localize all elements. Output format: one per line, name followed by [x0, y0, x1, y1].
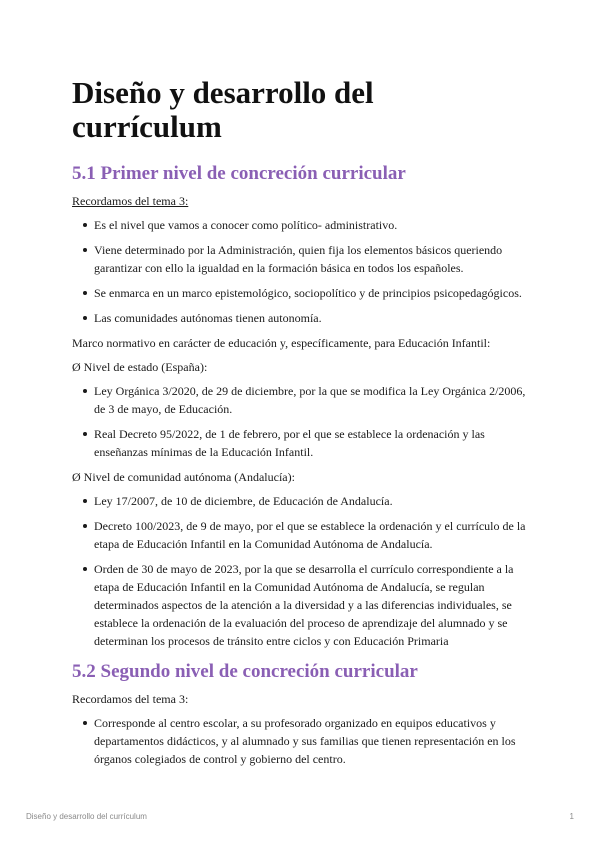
normative-intro: Marco normativo en carácter de educación y, específicamente, para Educación Infantil:: [72, 336, 491, 350]
footer-title: Diseño y desarrollo del currículum: [26, 812, 147, 821]
list-item: Orden de 30 de mayo de 2023, por la que se desarrolla el currículo correspondiente a la etapa de Educación Infantil en la Comunidad Autónoma de Andalucía, se regulan determinados aspectos de la atención a la diversidad y a las diferencias individuales, se establece la ordenación de la evaluación del proceso de aprendizaje del alumnado y se determinan los procesos de tránsito entre ciclos y con Educación Primaria: [94, 560, 528, 650]
section-heading: 5.2 Segundo nivel de concreción curricular: [72, 661, 418, 682]
list-item: Se enmarca en un marco epistemológico, sociopolítico y de principios psicopedagógicos.: [94, 284, 528, 302]
region-level-label: Ø Nivel de comunidad autónoma (Andalucía):: [72, 470, 295, 484]
document-page: [72, 76, 528, 775]
list-item: Viene determinado por la Administración, quien fija los elementos básicos queriendo garantizar con ello la igualdad en la formación básica en todos los españoles.: [94, 241, 528, 277]
list-item: Es el nivel que vamos a conocer como político- administrativo.: [94, 216, 528, 234]
page-title: Diseño y desarrollo del currículum: [72, 75, 374, 144]
section-heading: 5.1 Primer nivel de concreción curricular: [72, 163, 406, 184]
section-intro: Recordamos del tema 3:: [72, 194, 189, 208]
bullet-list: [72, 216, 528, 327]
page-footer: [26, 812, 574, 821]
state-level-label: Ø Nivel de estado (España):: [72, 360, 208, 374]
list-item: Decreto 100/2023, de 9 de mayo, por el que se establece la ordenación y el currículo de la etapa de Educación Infantil en la Comunidad Autónoma de Andalucía.: [94, 517, 528, 553]
list-item: Ley 17/2007, de 10 de diciembre, de Educación de Andalucía.: [94, 492, 528, 510]
list-item: Las comunidades autónomas tienen autonomía.: [94, 309, 528, 327]
region-level-list: [72, 492, 528, 650]
section-segundo-nivel: [72, 660, 528, 768]
list-item: Corresponde al centro escolar, a su profesorado organizado en equipos educativos y departamentos didácticos, y al alumnado y sus familias que tienen representación en los órganos colegiados de control y gobierno del centro.: [94, 714, 528, 768]
section-primer-nivel: [72, 162, 528, 650]
page-number: 1: [569, 812, 574, 821]
list-item: Ley Orgánica 3/2020, de 29 de diciembre, por la que se modifica la Ley Orgánica 2/2006, de 3 de mayo, de Educación.: [94, 382, 528, 418]
state-level-list: [72, 382, 528, 461]
section-intro: Recordamos del tema 3:: [72, 692, 189, 706]
bullet-list: [72, 714, 528, 768]
list-item: Real Decreto 95/2022, de 1 de febrero, por el que se establece la ordenación y las enseñanzas mínimas de la Educación Infantil.: [94, 425, 528, 461]
